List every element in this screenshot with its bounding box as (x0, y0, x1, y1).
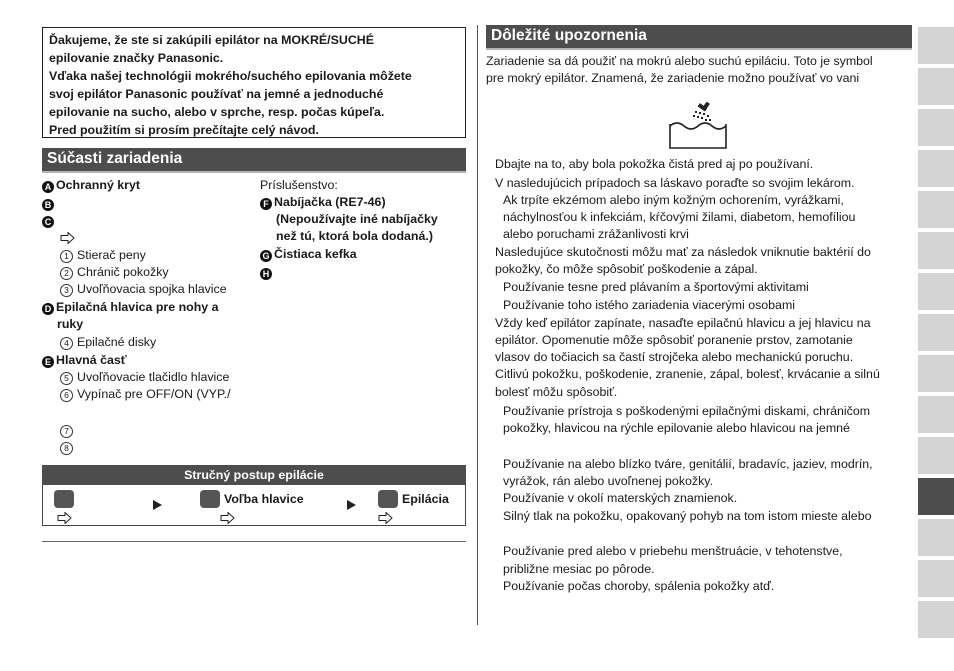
section-tab[interactable] (918, 150, 954, 187)
part-f-label: Nabíjačka (RE7-46) (274, 195, 386, 209)
warning-line: alebo poruchami zrážanlivosti krvi (503, 227, 689, 241)
parts-section-header: Súčasti zariadenia (42, 148, 466, 173)
step-1-marker (54, 490, 74, 508)
warning-line: Používanie toho istého zariadenia viacerými osobami (503, 298, 796, 312)
part-d4 (60, 334, 156, 351)
step-3-label: Epilácia (402, 492, 449, 506)
section-tabs (918, 27, 954, 642)
letter-badge-b: B (42, 199, 54, 211)
part-e (42, 352, 127, 369)
letter-badge-g: G (260, 250, 272, 262)
warning-line: náchylnosťou k infekciám, kŕčovými žilami, diabetom, hemofíliou (503, 210, 856, 224)
warning-line: Ak trpíte ekzémom alebo iným kožným ochorením, vyrážkami, (503, 193, 844, 207)
number-circle: 7 (60, 425, 73, 438)
letter-badge-f: F (260, 198, 272, 210)
warning-line: Nasledujúce skutočnosti môžu mať za následok vniknutie baktérií do (495, 245, 871, 259)
section-tab[interactable] (918, 437, 954, 474)
warnings-intro-line: pre mokrý epilátor. Znamená, že zariadenie možno používať vo vani (486, 71, 860, 85)
part-f (260, 194, 386, 211)
part-g-label: Čistiaca kefka (274, 247, 357, 261)
letter-badge-e: E (42, 356, 54, 368)
part-e6 (60, 386, 231, 403)
part-c1 (60, 247, 146, 264)
part-d4-label: Epilačné disky (77, 335, 157, 349)
part-c1-label: Stierač peny (77, 248, 146, 262)
section-tab[interactable] (918, 519, 954, 556)
warning-line: Citlivú pokožku, poškodenie, zranenie, zápal, bolesť, krvácanie a silnú (495, 367, 880, 381)
section-tab[interactable] (918, 191, 954, 228)
warning-line: Používanie tesne pred plávaním a športovými aktivitami (503, 280, 809, 294)
number-circle: 8 (60, 442, 73, 455)
letter-badge-h: H (260, 268, 272, 280)
number-circle: 6 (60, 389, 73, 402)
section-tab[interactable] (918, 273, 954, 310)
section-tab[interactable] (918, 560, 954, 597)
step-2-marker (200, 490, 220, 508)
warning-line: Používanie prístroja s poškodenými epilačnými diskami, chráničom (503, 404, 871, 418)
part-c2 (60, 264, 169, 281)
part-a-label: Ochranný kryt (56, 178, 141, 192)
intro-line: Ďakujeme, že ste si zakúpili epilátor na MOKRÉ/SUCHÉ (49, 33, 375, 47)
intro-line: Vďaka našej technológii mokrého/suchého epilovania môžete (49, 69, 412, 83)
arrow-icon (378, 512, 393, 524)
warning-line: V nasledujúcich prípadoch sa láskavo poraďte so svojim lekárom. (495, 176, 855, 190)
number-circle: 5 (60, 372, 73, 385)
warning-line: epilátor. Opomenutie môže spôsobiť poranenie prstov, zamotanie (495, 333, 853, 347)
part-a (42, 177, 140, 194)
step-2-label: Voľba hlavice (224, 492, 304, 506)
warning-line: pokožky, hlavicou na rýchle epilovanie alebo hlavicou na jemné (503, 421, 850, 435)
section-tab[interactable] (918, 314, 954, 351)
part-d (42, 299, 219, 316)
part-h (260, 264, 274, 281)
part-f-note: (Nepoužívajte iné nabíjačky (276, 212, 438, 226)
part-e5 (60, 369, 229, 386)
part-e-label: Hlavná časť (56, 353, 127, 367)
wet-use-symbol-icon (668, 102, 728, 150)
section-tab[interactable] (918, 355, 954, 392)
quick-steps-box (42, 485, 466, 526)
warning-line: Silný tlak na pokožku, opakovaný pohyb na tom istom mieste alebo (503, 509, 872, 523)
next-triangle-icon (347, 500, 356, 510)
warnings-intro-line: Zariadenie sa dá použiť na mokrú alebo suchú epiláciu. Toto je symbol (486, 54, 873, 68)
part-c (42, 212, 56, 229)
quick-steps-header: Stručný postup epilácie (42, 465, 466, 485)
part-c2-label: Chránič pokožky (77, 265, 169, 279)
step-3-marker (378, 490, 398, 508)
arrow-icon (57, 512, 72, 524)
warning-line: Používanie v okolí materských znamienok. (503, 491, 738, 505)
warning-line: Dbajte na to, aby bola pokožka čistá pred aj po používaní. (495, 157, 814, 171)
section-tab[interactable] (918, 109, 954, 146)
accessories-label: Príslušenstvo: (260, 178, 338, 192)
warning-line: Používanie počas choroby, spálenia pokožky atď. (503, 579, 775, 593)
letter-badge-a: A (42, 181, 54, 193)
warning-line: Vždy keď epilátor zapínate, nasaďte epilačnú hlavicu a jej hlavicu na (495, 316, 871, 330)
number-circle: 3 (60, 284, 73, 297)
part-e8 (60, 439, 77, 456)
part-e7 (60, 422, 77, 439)
part-f-note: než tú, ktorá bola dodaná.) (276, 229, 433, 243)
intro-line: Pred použitím si prosím prečítajte celý návod. (49, 123, 319, 137)
warning-line: vyrážok, rán alebo uvoľnenej pokožky. (503, 474, 714, 488)
part-c3-label: Uvoľňovacia spojka hlavice (77, 282, 227, 296)
warning-line: približne mesiac po pôrode. (503, 562, 655, 576)
warning-line: bolesť môžu spôsobiť. (495, 385, 618, 399)
part-b (42, 195, 56, 212)
letter-badge-c: C (42, 216, 54, 228)
next-triangle-icon (153, 500, 162, 510)
intro-line: epilovanie na sucho, alebo v sprche, resp. počas kúpeľa. (49, 105, 385, 119)
section-tab[interactable] (918, 232, 954, 269)
part-d-label: Epilačná hlavica pre nohy a (56, 300, 219, 314)
warning-line: Používanie na alebo blízko tváre, genitálií, bradavíc, jaziev, modrín, (503, 457, 873, 471)
column-divider (477, 25, 478, 625)
section-tab[interactable] (918, 68, 954, 105)
section-tab-active[interactable] (918, 478, 954, 515)
section-tab[interactable] (918, 27, 954, 64)
number-circle: 1 (60, 250, 73, 263)
intro-line: epilovanie značky Panasonic. (49, 51, 224, 65)
number-circle: 2 (60, 267, 73, 280)
arrow-icon (220, 512, 235, 524)
intro-box (42, 27, 466, 138)
warning-line: vlasov do točiacich sa častí strojčeka alebo mechanickú poruchu. (495, 350, 854, 364)
part-e6-label: Vypínač pre OFF/ON (VYP./ (77, 387, 231, 401)
warning-line: pokožky, čo môže spôsobiť poškodenie a zápal. (495, 262, 758, 276)
part-e5-label: Uvoľňovacie tlačidlo hlavice (77, 370, 230, 384)
warning-line: Používanie pred alebo v priebehu menštruácie, v tehotenstve, (503, 544, 843, 558)
arrow-icon (60, 230, 75, 247)
part-g (260, 246, 357, 263)
number-circle: 4 (60, 337, 73, 350)
intro-line: svoj epilátor Panasonic používať na jemné a jednoduché (49, 87, 384, 101)
divider (42, 541, 466, 542)
warnings-section-header: Dôležité upozornenia (486, 25, 912, 50)
part-c3 (60, 281, 227, 298)
part-d-label-cont: ruky (57, 317, 84, 331)
section-tab[interactable] (918, 601, 954, 638)
section-tab[interactable] (918, 396, 954, 433)
letter-badge-d: D (42, 303, 54, 315)
